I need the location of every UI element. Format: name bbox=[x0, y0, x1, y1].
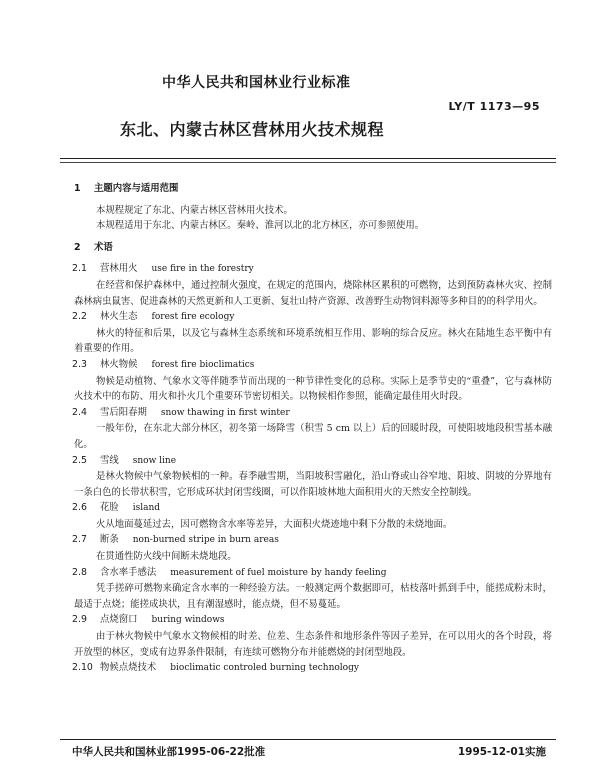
term-number: 2.2 bbox=[72, 311, 87, 323]
section-title: 主题内容与适用范围 bbox=[94, 183, 179, 194]
term-english: island bbox=[132, 503, 161, 514]
term-2-8 bbox=[74, 565, 552, 613]
section-heading-1 bbox=[74, 181, 552, 197]
term-name: 物候点烧技术 bbox=[100, 662, 157, 674]
term-english: measurement of fuel moisture by handy feeling bbox=[170, 567, 387, 578]
term-2-4 bbox=[74, 405, 552, 453]
term-2-10 bbox=[74, 660, 552, 677]
term-number: 2.9 bbox=[72, 614, 87, 626]
term-number: 2.1 bbox=[72, 263, 87, 275]
term-definition: 在经营和保护森林中，通过控制火强度，在规定的范围内，烧除林区累积的可燃物，达到预防森林火灾、控制森林病虫鼠害、促进森林的天然更新和人工更新、复壮山特产资源、改善野生动物饲料源等多种目的的科学用火。 bbox=[74, 279, 552, 307]
term-name: 林火生态 bbox=[100, 311, 138, 323]
term-number: 2.10 bbox=[72, 662, 93, 674]
term-number: 2.6 bbox=[72, 502, 87, 514]
term-name: 断条 bbox=[100, 534, 119, 546]
term-number: 2.8 bbox=[72, 566, 87, 578]
term-name: 点烧窗口 bbox=[100, 614, 138, 626]
standard-code: LY/T 1173—95 bbox=[448, 100, 540, 113]
term-english: forest fire ecology bbox=[151, 312, 235, 323]
term-2-9 bbox=[74, 612, 552, 660]
term-name: 林火物候 bbox=[100, 358, 138, 370]
paragraph: 本规程规定了东北、内蒙古林区营林用火技术。 bbox=[96, 204, 293, 216]
term-name: 含水率手感法 bbox=[100, 566, 157, 578]
term-2-3 bbox=[74, 357, 552, 405]
term-name: 花脸 bbox=[100, 502, 119, 514]
term-english: bioclimatic controled burning technology bbox=[170, 663, 359, 674]
term-definition: 一般年份，在东北大部分林区，初冬第一场降雪（积雪 5 cm 以上）后的回暖时段，可使阳坡地段积雪基本融化。 bbox=[74, 423, 552, 450]
document-body bbox=[74, 181, 552, 677]
header-rule bbox=[60, 158, 556, 159]
term-2-7 bbox=[74, 532, 552, 564]
term-definition: 林火的特征和后果，以及它与森林生态系统和环境系统相互作用、影响的综合反应。林火在陆地生态平衡中有着重要的作用。 bbox=[74, 327, 552, 355]
term-english: buring windows bbox=[151, 615, 225, 626]
term-name: 雪线 bbox=[100, 454, 119, 466]
standard-title: 中华人民共和国林业行业标准 bbox=[162, 75, 351, 91]
term-english: snow line bbox=[132, 455, 177, 466]
term-name: 营林用火 bbox=[100, 263, 138, 275]
term-number: 2.5 bbox=[72, 454, 87, 466]
term-number: 2.7 bbox=[72, 534, 87, 546]
effective-date: 1995-12-01实施 bbox=[457, 746, 546, 758]
term-number: 2.4 bbox=[72, 406, 87, 418]
term-2-2 bbox=[74, 309, 552, 357]
term-definition: 由于林火物候中气象水文物候相的时差、位差、生态条件和地形条件等因子差异，在可以用火的各个时段，将开放型的林区，变成有边界条件限制，有连续可燃物分布并能燃烧的封闭型地段。 bbox=[74, 631, 552, 658]
term-english: non-burned stripe in burn areas bbox=[132, 535, 279, 546]
term-english: snow thawing in first winter bbox=[160, 407, 290, 418]
term-2-1 bbox=[74, 261, 552, 309]
term-number: 2.3 bbox=[72, 358, 87, 370]
section-number: 2 bbox=[74, 241, 81, 253]
term-definition: 是林火物候中气象物候相的一种。春季融雪期，当阳坡积雪融化，沿山脊或山谷窄地、阳坡、阴坡的分界地有一条白色的长带状积雪，它形成环状封闭雪线圈，可以作阳坡林地大面积用火的天然安全控制线。 bbox=[74, 471, 552, 498]
term-english: forest fire bioclimatics bbox=[151, 359, 255, 370]
approval-note: 中华人民共和国林业部1995-06-22批准 bbox=[72, 746, 266, 758]
section-heading-2 bbox=[74, 240, 552, 256]
paragraph: 本规程适用于东北、内蒙古林区。秦岭、淮河以北的北方林区，亦可参照使用。 bbox=[96, 220, 425, 232]
section-title: 术语 bbox=[94, 241, 113, 253]
footer-rule bbox=[60, 739, 556, 740]
term-definition: 凭手搓碎可燃物来确定含水率的一种经验方法。一般测定两个数据即可，枯枝落叶抓到手中，能搓成粉末时，最适于点烧；能搓成块状，且有潮湿感时，能点烧，但不易蔓延。 bbox=[74, 583, 552, 610]
section-number: 1 bbox=[74, 183, 81, 194]
term-name: 雪后阳春期 bbox=[100, 406, 147, 418]
term-definition: 物候是动植物、气象水文等伴随季节而出现的一种节律性变化的总称。实际上是季节史的“重叠”，它与森林防火技术中的布防、用火和扑火几个重要环节密切相关。以物候相作参照，能确定最佳用火时段。 bbox=[74, 375, 552, 403]
term-english: use fire in the forestry bbox=[151, 264, 254, 275]
document-title: 东北、内蒙古林区营林用火技术规程 bbox=[120, 120, 385, 139]
term-definition: 在贯通性防火线中间断未烧地段。 bbox=[96, 551, 237, 563]
term-definition: 火从地面蔓延过去，因可燃物含水率等差异，大面积火烧迹地中剩下分散的未烧地面。 bbox=[96, 518, 453, 530]
term-2-5 bbox=[74, 453, 552, 501]
header-rule-thin bbox=[60, 162, 556, 163]
term-2-6 bbox=[74, 500, 552, 532]
